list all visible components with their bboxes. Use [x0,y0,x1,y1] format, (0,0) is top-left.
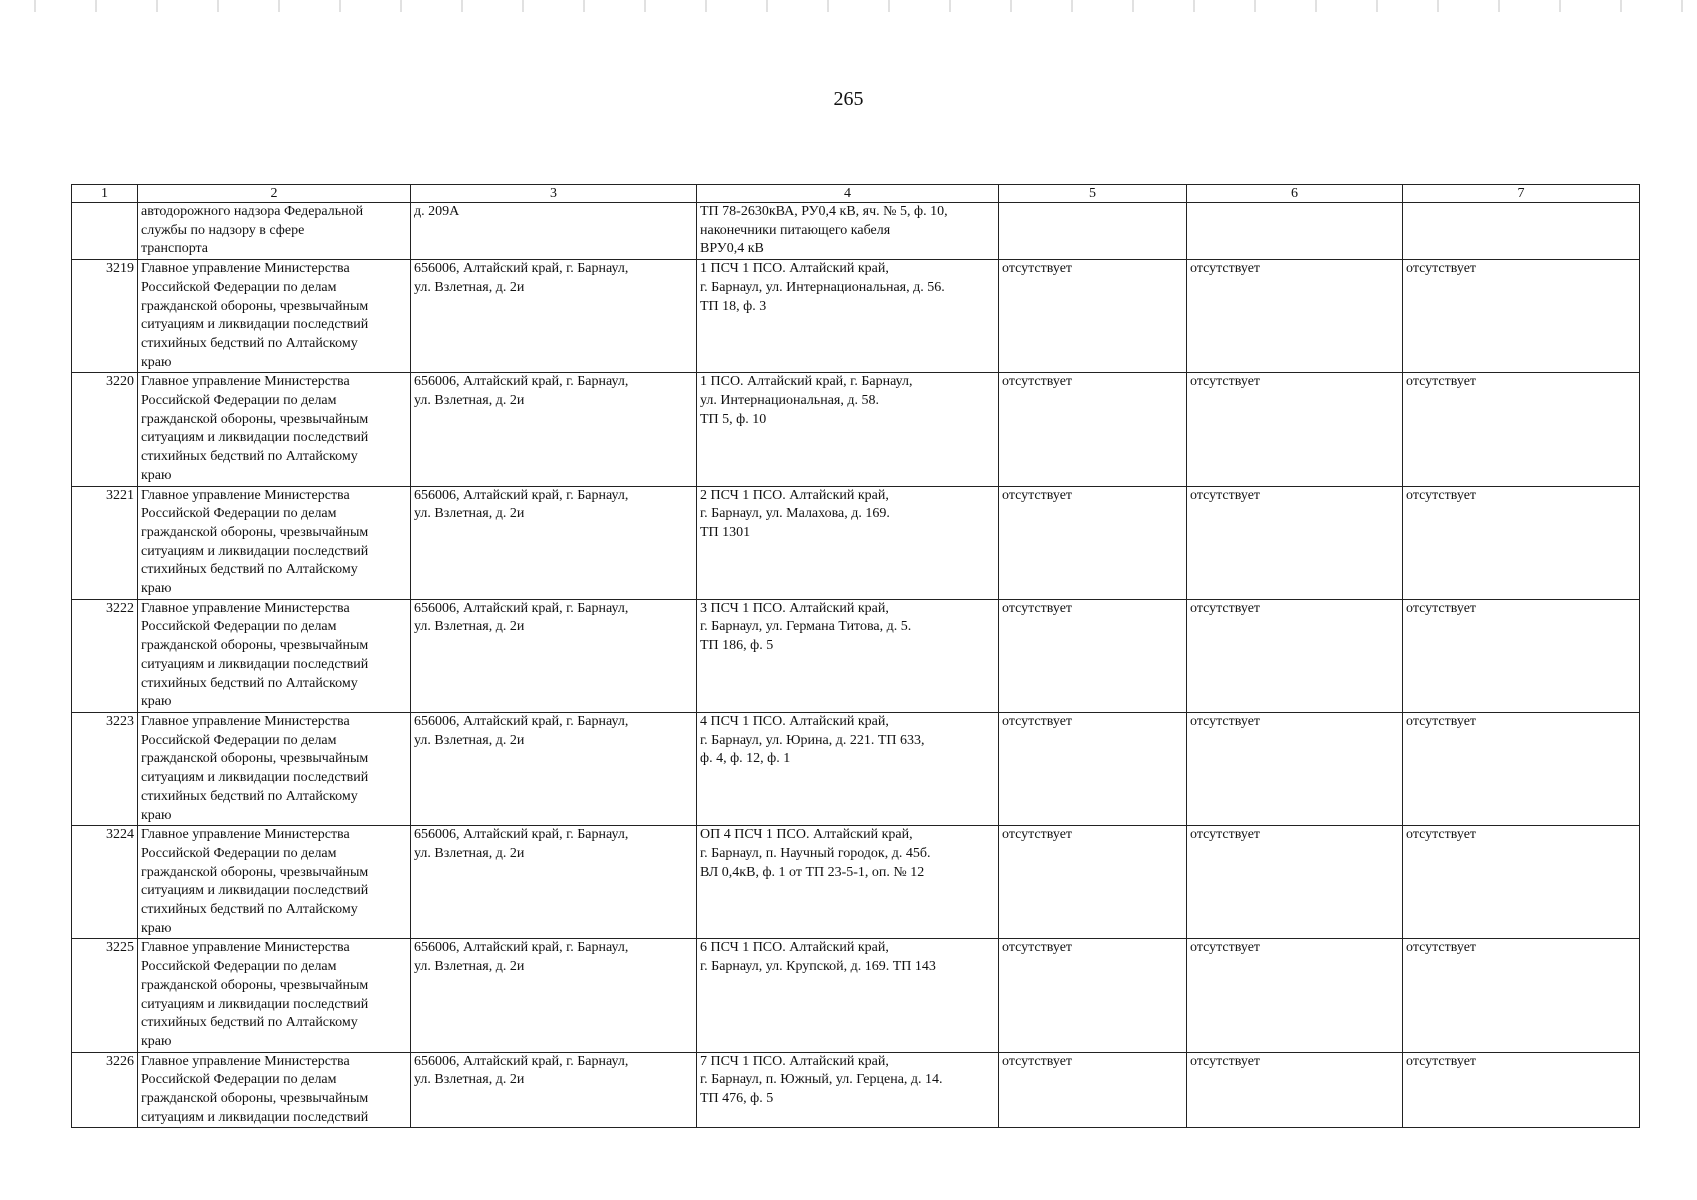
organization-text: Главное управление Министерства Российской Федерации по делам гражданской обороны, чрезвычайным ситуациям и ликвидации последствий стихийных бедствий по Алтайскому краю [141,600,369,710]
header-col-2: 2 [138,185,411,203]
object-cell [697,1052,999,1128]
organization-text: Главное управление Министерства Российской Федерации по делам гражданской обороны, чрезвычайным ситуациям и ликвидации последствий стихийных бедствий по Алтайскому краю [141,261,369,370]
address-text: 656006, Алтайский край, г. Барнаул, ул. Взлетная, д. 2и [414,261,629,295]
page-number: 265 [833,88,864,110]
object-text: 4 ПСЧ 1 ПСО. Алтайский край, г. Барнаул, ул. Юрина, д. 221. ТП 633, ф. 4, ф. 12, ф. 1 [700,713,925,767]
col5-cell: отсутствует [999,826,1187,939]
row-number: 3226 [72,1052,138,1128]
object-text: ОП 4 ПСЧ 1 ПСО. Алтайский край, г. Барнаул, п. Научный городок, д. 45б. ВЛ 0,4кВ, ф. 1 от ТП 23-5-1, оп. № 12 [700,827,931,880]
col5-cell: отсутствует [999,486,1187,599]
col6-cell: отсутствует [1187,599,1403,712]
table-row [72,712,1640,825]
object-cell [697,373,999,486]
address-text: 656006, Алтайский край, г. Барнаул, ул. Взлетная, д. 2и [414,374,629,409]
organization-cell [138,373,411,486]
organization-text: автодорожного надзора Федеральной службы по надзору в сфере транспорта [141,204,364,257]
table-row [72,373,1640,486]
organization-cell [138,826,411,939]
table-header-row [72,185,1640,203]
row-number: 3221 [72,486,138,599]
object-text: 3 ПСЧ 1 ПСО. Алтайский край, г. Барнаул, ул. Германа Титова, д. 5. ТП 186, ф. 5 [700,600,912,654]
col7-cell: отсутствует [1403,1052,1640,1128]
row-number: 3223 [72,712,138,825]
object-cell [697,939,999,1052]
object-cell [697,599,999,712]
object-text: 1 ПСО. Алтайский край, г. Барнаул, ул. Интернациональная, д. 58. ТП 5, ф. 10 [700,374,913,427]
col5-cell: отсутствует [999,939,1187,1052]
col7-cell: отсутствует [1403,826,1640,939]
table-row [72,826,1640,939]
scan-edge-artifact [0,0,1697,12]
header-col-5: 5 [999,185,1187,203]
address-text: 656006, Алтайский край, г. Барнаул, ул. Взлетная, д. 2и [414,1053,629,1088]
organization-cell [138,1052,411,1128]
col5-cell: отсутствует [999,712,1187,825]
col5-cell: отсутствует [999,373,1187,486]
object-cell [697,826,999,939]
table-row [72,939,1640,1052]
col6-cell: отсутствует [1187,1052,1403,1128]
col7-cell [1403,203,1640,260]
col6-cell [1187,203,1403,260]
table-row [72,203,1640,260]
object-cell [697,486,999,599]
address-text: 656006, Алтайский край, г. Барнаул, ул. Взлетная, д. 2и [414,600,629,635]
col7-cell: отсутствует [1403,712,1640,825]
header-col-4: 4 [697,185,999,203]
address-cell [411,712,697,825]
organization-text: Главное управление Министерства Российской Федерации по делам гражданской обороны, чрезвычайным ситуациям и ликвидации последствий [141,1053,369,1125]
organization-text: Главное управление Министерства Российской Федерации по делам гражданской обороны, чрезвычайным ситуациям и ликвидации последствий стихийных бедствий по Алтайскому краю [141,487,369,597]
header-col-6: 6 [1187,185,1403,203]
table-row [72,599,1640,712]
organization-cell [138,939,411,1052]
registry-table [71,184,1640,1128]
col7-cell: отсутствует [1403,373,1640,486]
col5-cell: отсутствует [999,1052,1187,1128]
address-cell [411,599,697,712]
address-cell [411,486,697,599]
object-text: 7 ПСЧ 1 ПСО. Алтайский край, г. Барнаул, п. Южный, ул. Герцена, д. 14. ТП 476, ф. 5 [700,1053,943,1107]
organization-cell [138,599,411,712]
address-cell [411,826,697,939]
table-row [72,260,1640,373]
object-cell [697,203,999,260]
organization-text: Главное управление Министерства Российской Федерации по делам гражданской обороны, чрезвычайным ситуациям и ликвидации последствий стихийных бедствий по Алтайскому краю [141,713,369,823]
address-cell [411,373,697,486]
address-cell [411,939,697,1052]
table-row [72,486,1640,599]
organization-cell [138,203,411,260]
table-row [72,1052,1640,1128]
address-cell [411,203,697,260]
address-text: д. 209А [414,204,460,219]
col6-cell: отсутствует [1187,373,1403,486]
col6-cell: отсутствует [1187,826,1403,939]
col6-cell: отсутствует [1187,486,1403,599]
object-cell [697,712,999,825]
col6-cell: отсутствует [1187,260,1403,373]
row-number [72,203,138,260]
address-text: 656006, Алтайский край, г. Барнаул, ул. Взлетная, д. 2и [414,487,629,522]
object-text: 6 ПСЧ 1 ПСО. Алтайский край, г. Барнаул, ул. Крупской, д. 169. ТП 143 [700,940,936,975]
organization-cell [138,712,411,825]
header-col-7: 7 [1403,185,1640,203]
object-cell [697,260,999,373]
col7-cell: отсутствует [1403,260,1640,373]
organization-text: Главное управление Министерства Российской Федерации по делам гражданской обороны, чрезвычайным ситуациям и ликвидации последствий стихийных бедствий по Алтайскому краю [141,374,369,483]
row-number: 3219 [72,260,138,373]
header-col-1: 1 [72,185,138,203]
address-text: 656006, Алтайский край, г. Барнаул, ул. Взлетная, д. 2и [414,713,629,748]
organization-text: Главное управление Министерства Российской Федерации по делам гражданской обороны, чрезвычайным ситуациям и ликвидации последствий стихийных бедствий по Алтайскому краю [141,940,369,1049]
row-number: 3220 [72,373,138,486]
col5-cell: отсутствует [999,599,1187,712]
row-number: 3225 [72,939,138,1052]
object-text: 1 ПСЧ 1 ПСО. Алтайский край, г. Барнаул, ул. Интернациональная, д. 56. ТП 18, ф. 3 [700,261,945,314]
organization-text: Главное управление Министерства Российской Федерации по делам гражданской обороны, чрезвычайным ситуациям и ликвидации последствий стихийных бедствий по Алтайскому краю [141,827,369,936]
col6-cell: отсутствует [1187,712,1403,825]
col6-cell: отсутствует [1187,939,1403,1052]
col7-cell: отсутствует [1403,939,1640,1052]
address-text: 656006, Алтайский край, г. Барнаул, ул. Взлетная, д. 2и [414,940,629,975]
address-cell [411,1052,697,1128]
col7-cell: отсутствует [1403,599,1640,712]
col5-cell: отсутствует [999,260,1187,373]
address-text: 656006, Алтайский край, г. Барнаул, ул. Взлетная, д. 2и [414,827,629,861]
header-col-3: 3 [411,185,697,203]
organization-cell [138,486,411,599]
col7-cell: отсутствует [1403,486,1640,599]
address-cell [411,260,697,373]
col5-cell [999,203,1187,260]
row-number: 3222 [72,599,138,712]
row-number: 3224 [72,826,138,939]
object-text: ТП 78-2630кВА, РУ0,4 кВ, яч. № 5, ф. 10, наконечники питающего кабеля ВРУ0,4 кВ [700,204,948,257]
organization-cell [138,260,411,373]
object-text: 2 ПСЧ 1 ПСО. Алтайский край, г. Барнаул, ул. Малахова, д. 169. ТП 1301 [700,487,890,540]
